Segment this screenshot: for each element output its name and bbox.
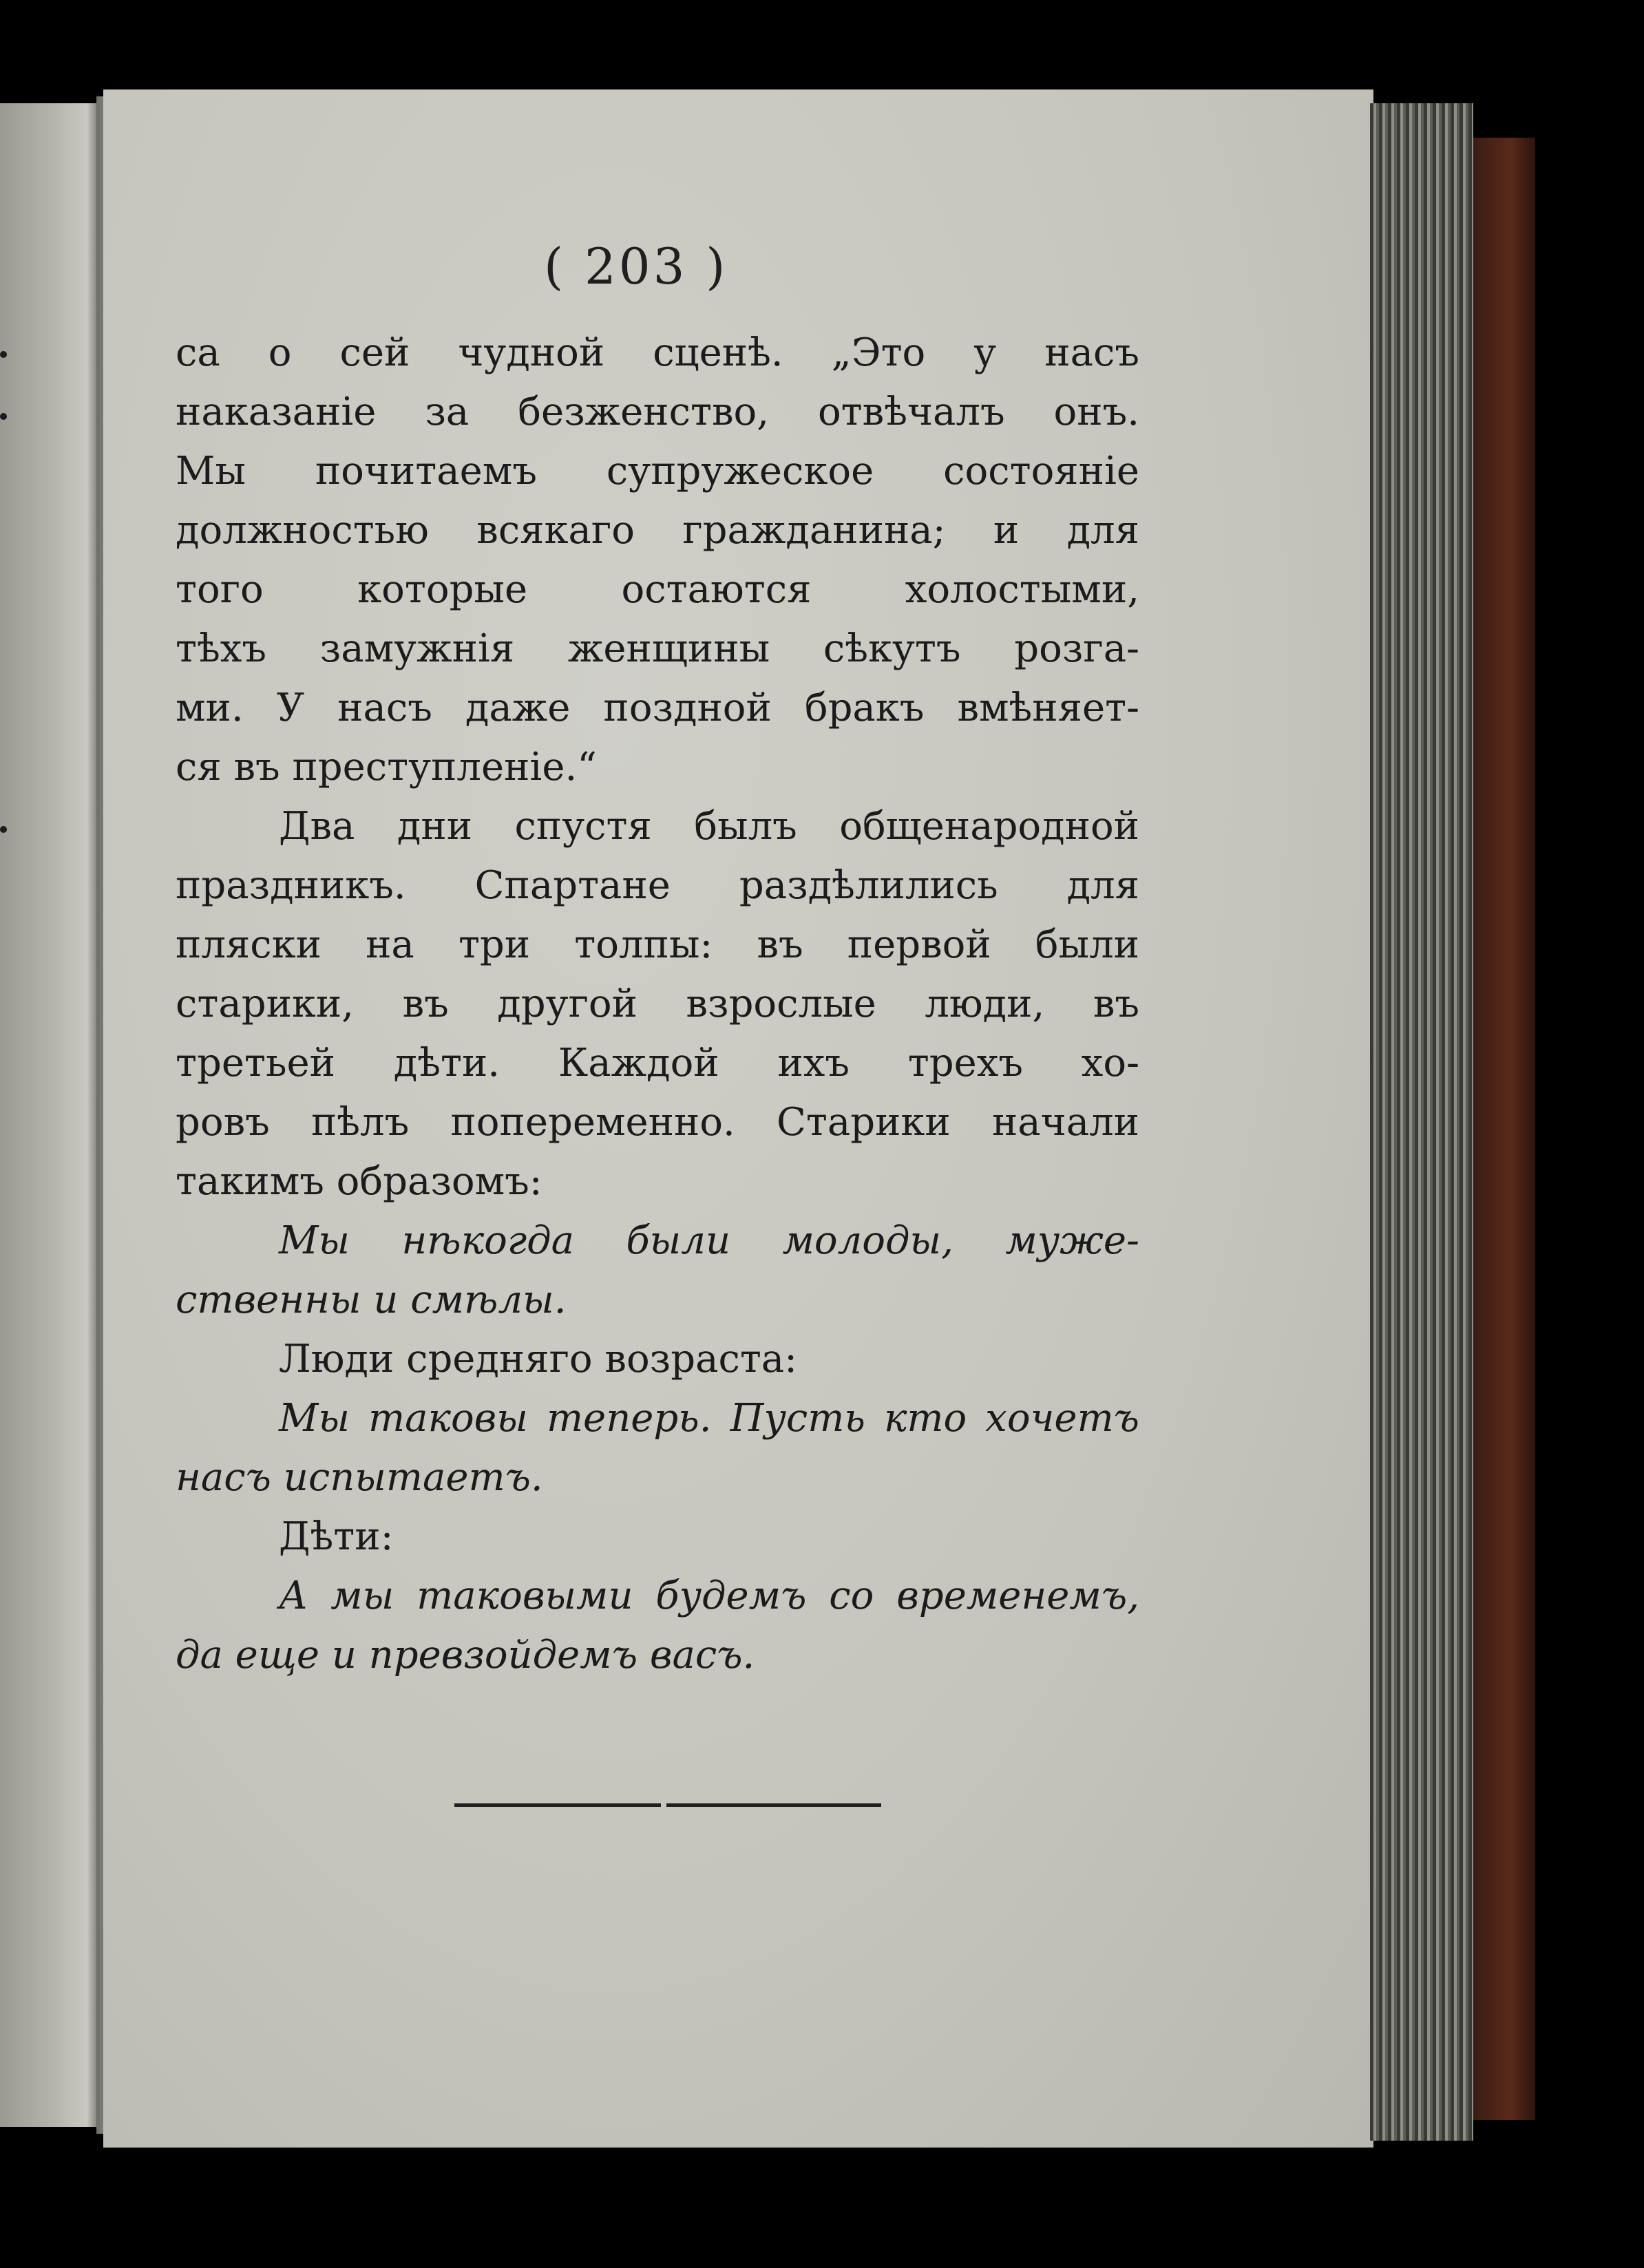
text-line: третьей дѣти. Каждой ихъ трехъ хо- — [176, 1041, 1139, 1085]
text-line: должностью всякаго гражданина; и для — [176, 508, 1139, 553]
page-text — [176, 324, 1139, 1685]
text-line: А мы таковыми будемъ со временемъ, — [279, 1573, 1139, 1618]
text-line: того которые остаются холостыми, — [176, 567, 1139, 612]
text-line: такимъ образомъ: — [176, 1159, 542, 1204]
left-margin-mark — [0, 351, 7, 358]
text-line: ся въ преступленіе.“ — [176, 745, 597, 789]
text-line: насъ испытаетъ. — [176, 1455, 543, 1500]
text-line: наказаніе за безженство, отвѣчалъ онъ. — [176, 390, 1139, 434]
text-line: са о сей чудной сценѣ. „Это у насъ — [176, 330, 1139, 375]
text-line: ровъ пѣлъ попеременно. Старики начали — [176, 1100, 1139, 1145]
text-line: старики, въ другой взрослые люди, въ — [176, 982, 1139, 1026]
text-line: Два дни спустя былъ общенародной — [279, 804, 1139, 849]
left-margin-mark — [0, 413, 7, 420]
text-line: Мы нѣкогда были молоды, муже- — [279, 1218, 1139, 1263]
page-number: ( 203 ) — [544, 237, 728, 295]
text-line: праздникъ. Спартане раздѣлились для — [176, 863, 1139, 908]
section-separator-rule — [454, 1803, 881, 1807]
text-line: Мы таковы теперь. Пусть кто хочетъ — [279, 1396, 1139, 1441]
text-line: Мы почитаемъ супружеское состояніе — [176, 449, 1139, 494]
text-line: ственны и смѣлы. — [176, 1278, 567, 1322]
left-margin-mark — [0, 826, 7, 833]
page-stack-edge — [1370, 103, 1473, 2141]
text-line: пляски на три толпы: въ первой были — [176, 922, 1139, 967]
text-line: Люди средняго возраста: — [279, 1337, 798, 1381]
text-line: тѣхъ замужнія женщины сѣкутъ розга- — [176, 626, 1139, 671]
text-line: да еще и превзойдемъ васъ. — [176, 1633, 755, 1677]
book-cover-edge — [1473, 138, 1535, 2120]
left-page-edge — [0, 103, 96, 2127]
text-line: ми. У насъ даже поздной бракъ вмѣняет- — [176, 686, 1139, 730]
text-line: Дѣти: — [279, 1514, 394, 1559]
